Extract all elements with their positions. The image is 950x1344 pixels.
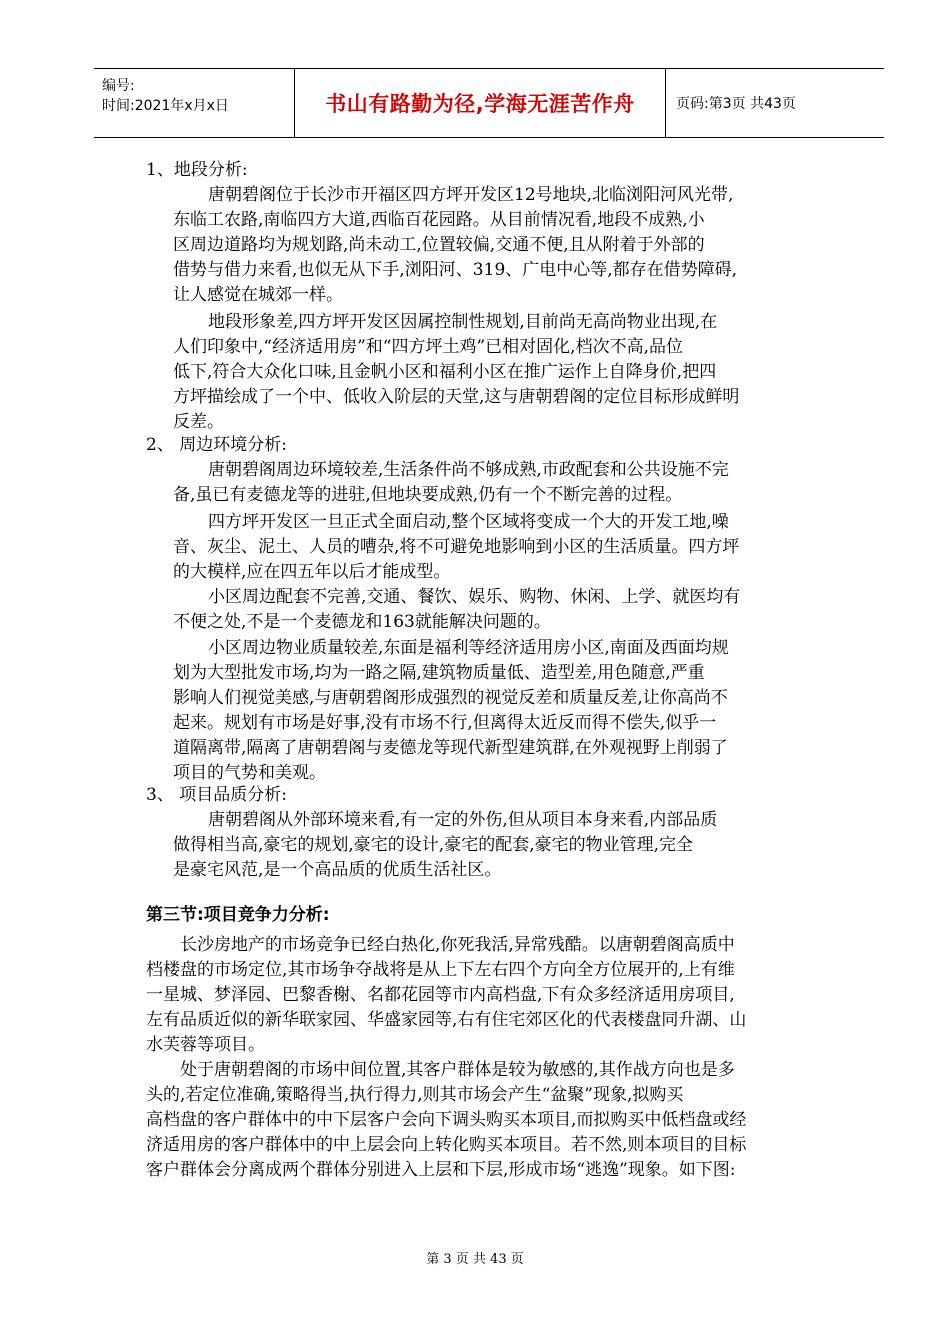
paragraph-line: 唐朝碧阁位于长沙市开福区四方坪开发区12号地块,北临浏阳河风光带, [208,185,734,205]
paragraph-line: 方坪描绘成了一个中、低收入阶层的天堂,这与唐朝碧阁的定位目标形成鲜明 [173,387,740,407]
section-heading: 第三节:项目竞争力分析: [146,905,330,925]
paragraph-line: 不便之处,不是一个麦德龙和163就能解决问题的。 [173,612,551,632]
paragraph-line: 项目的气势和美观。 [173,763,326,783]
paragraph-line: 地段形象差,四方坪开发区因属控制性规划,目前尚无高尚物业出现,在 [208,312,718,332]
header-meta-cell [94,69,295,137]
subsection-heading: 3、 项目品质分析: [146,785,287,805]
paragraph-line: 让人感觉在城郊一样。 [173,285,343,305]
subsection-heading: 2、 周边环境分析: [146,435,287,455]
paragraph-line: 左有品质近似的新华联家园、华盛家园等,右有住宅郊区化的代表楼盘同升湖、山 [146,1010,747,1030]
paragraph-line: 是豪宅风范,是一个高品质的优质生活社区。 [173,860,502,880]
paragraph-line: 反差。 [173,412,224,432]
subsection-heading: 1、地段分析: [146,160,248,180]
paragraph-line: 小区周边物业质量较差,东面是福利等经济适用房小区,南面及西面均规 [208,638,729,658]
paragraph-line: 的大模样,应在四五年以后才能成型。 [173,562,451,582]
paragraph-line: 备,虽已有麦德龙等的进驻,但地块要成熟,仍有一个不断完善的过程。 [173,485,683,505]
paragraph-line: 一星城、梦泽园、巴黎香榭、名都花园等市内高档盘,下有众多经济适用房项目, [146,985,735,1005]
header-page-cell [666,69,884,137]
paragraph-line: 唐朝碧阁从外部环境来看,有一定的外伤,但从项目本身来看,内部品质 [208,810,718,830]
paragraph-line: 水芙蓉等项目。 [146,1035,265,1055]
time-label: 时间:2021年x月x日 [102,98,229,114]
number-label: 编号: [102,78,135,94]
paragraph-line: 做得相当高,豪宅的规划,豪宅的设计,豪宅的配套,豪宅的物业管理,完全 [173,835,694,855]
page-header [94,68,884,138]
paragraph-line: 影响人们视觉美感,与唐朝碧阁形成强烈的视觉反差和质量反差,让你高尚不 [173,688,728,708]
motto: 书山有路勤为径,学海无涯苦作舟 [325,92,635,116]
paragraph-line: 头的,若定位准确,策略得当,执行得力,则其市场会产生“盆聚”现象,拟购买 [146,1085,684,1105]
header-motto-cell [295,69,666,137]
paragraph-line: 济适用房的客户群体中的中上层会向上转化购买本项目。若不然,则本项目的目标 [146,1135,747,1155]
paragraph-line: 四方坪开发区一旦正式全面启动,整个区域将变成一个大的开发工地,噪 [208,512,729,532]
paragraph-line: 人们印象中,“经济适用房”和“四方坪土鸡”已相对固化,档次不高,品位 [173,337,683,357]
paragraph-line: 小区周边配套不完善,交通、餐饮、娱乐、购物、休闲、上学、就医均有 [208,587,741,607]
page-info: 页码:第3页 共43页 [676,96,796,112]
paragraph-line: 音、灰尘、泥土、人员的嘈杂,将不可避免地影响到小区的生活质量。四方坪 [173,537,740,557]
paragraph-line: 档楼盘的市场定位,其市场争夺战将是从上下左右四个方向全方位展开的,上有维 [146,960,735,980]
paragraph-line: 起来。规划有市场是好事,没有市场不行,但离得太近反而得不偿失,似乎一 [173,713,717,733]
paragraph-line: 区周边道路均为规划路,尚未动工,位置较偏,交通不便,且从附着于外部的 [173,235,705,255]
paragraph-line: 客户群体会分离成两个群体分别进入上层和下层,形成市场“逃逸”现象。如下图: [146,1160,736,1180]
paragraph-line: 东临工农路,南临四方大道,西临百花园路。从目前情况看,地段不成熟,小 [173,210,705,230]
paragraph-line: 道隔离带,隔离了唐朝碧阁与麦德龙等现代新型建筑群,在外观视野上削弱了 [173,738,728,758]
paragraph-line: 唐朝碧阁周边环境较差,生活条件尚不够成熟,市政配套和公共设施不完 [208,460,729,480]
paragraph-line: 高档盘的客户群体中的中下层客户会向下调头购买本项目,而拟购买中低档盘或经 [146,1110,747,1130]
paragraph-line: 低下,符合大众化口味,且金帆小区和福利小区在推广运作上自降身价,把四 [173,362,717,382]
paragraph-line: 借势与借力来看,也似无从下手,浏阳河、319、广电中心等,都存在借势障碍, [173,260,738,280]
paragraph-line: 划为大型批发市场,均为一路之隔,建筑物质量低、造型差,用色随意,严重 [173,663,705,683]
paragraph-line: 长沙房地产的市场竞争已经白热化,你死我活,异常残酷。以唐朝碧阁高质中 [180,935,735,955]
paragraph-line: 处于唐朝碧阁的市场中间位置,其客户群体是较为敏感的,其作战方向也是多 [180,1060,735,1080]
page-footer: 第 3 页 共 43 页 [426,1252,524,1267]
